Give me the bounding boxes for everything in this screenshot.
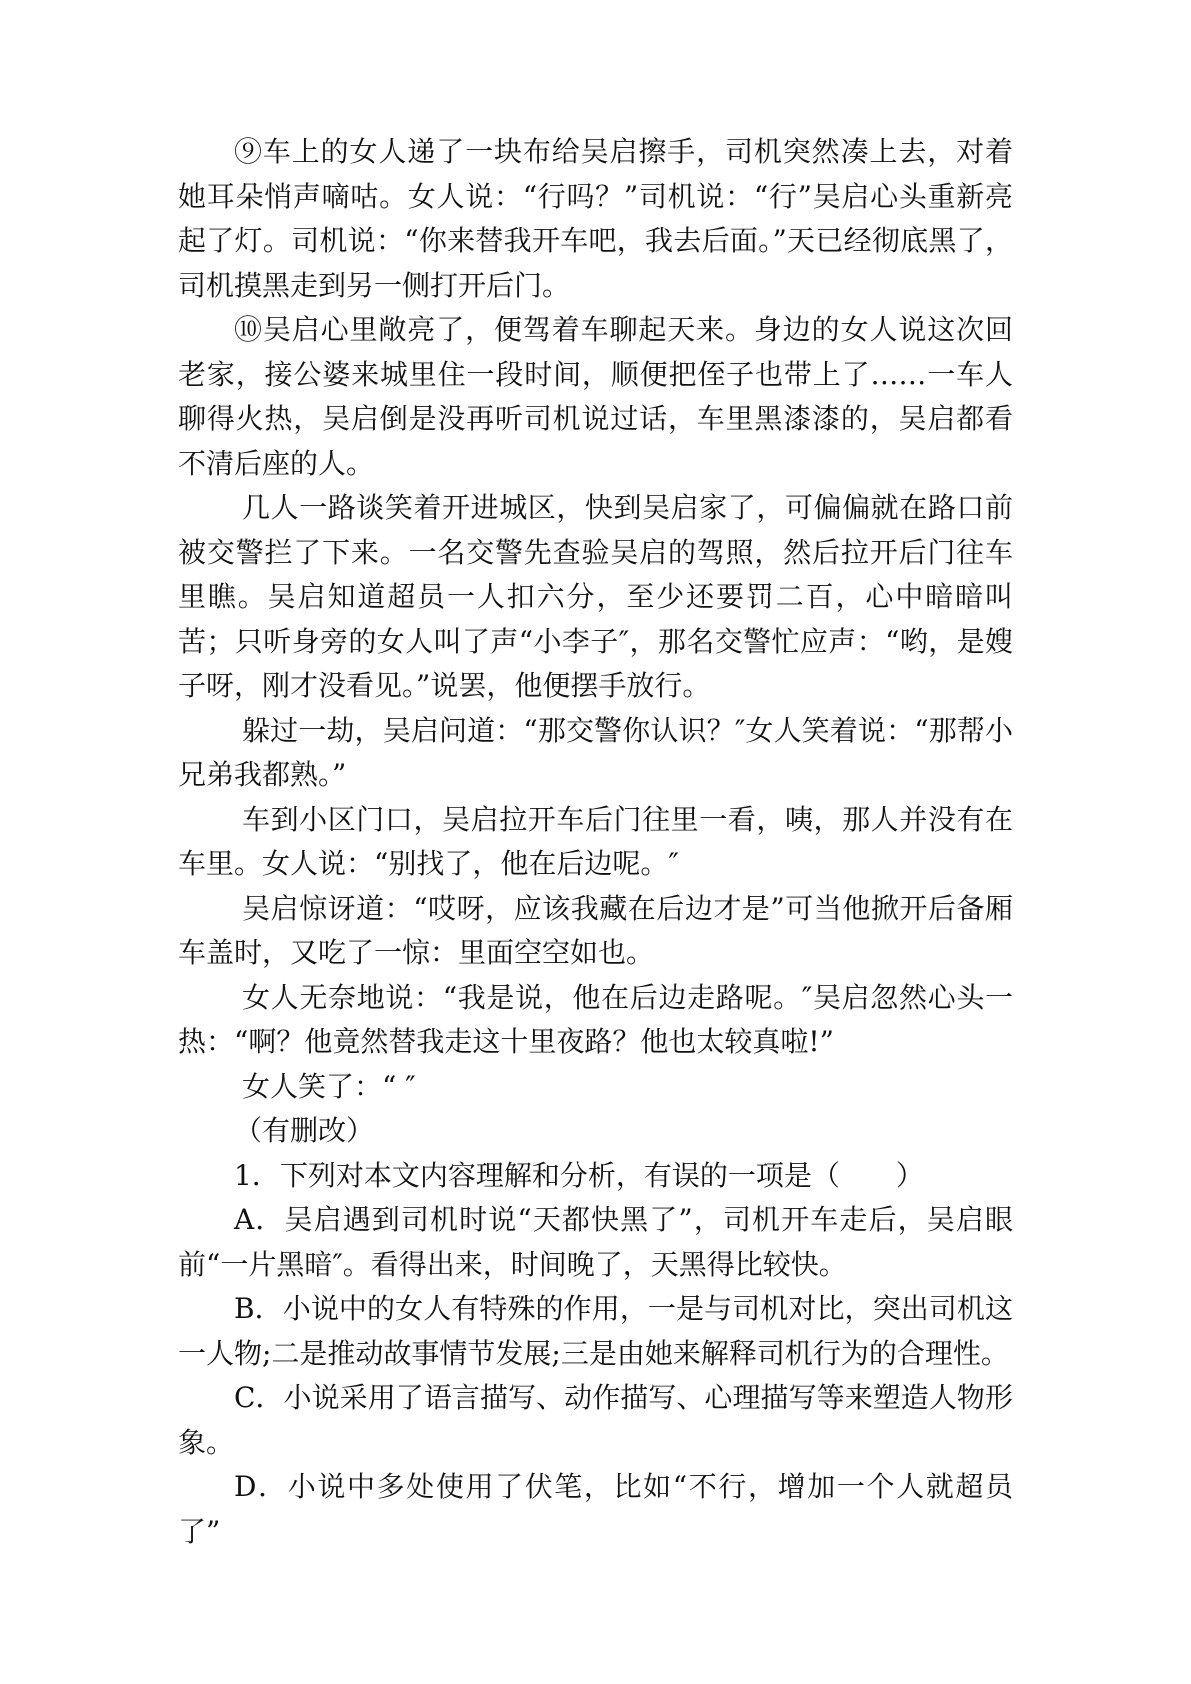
paragraph-walking: 女人无奈地说：“我是说，他在后边走路呢。″吴启忽然心头一热：“啊？他竟然替我走这十里夜路？他也太较真啦!” <box>178 980 1013 1058</box>
paragraph-traffic-police: 几人一路谈笑着开进城区，快到吴启家了，可偏偏就在路口前被交警拦了下来。一名交警先查验吴启的驾照，然后拉开后门往车里瞧。吴启知道超员一人扣六分，至少还要罚二百，心中暗暗叫苦；只听身旁的女人叫了声“小李子″，那名交警忙应声：“哟，是嫂子呀，刚才没看见。”说罢，他便摆手放行。 <box>178 491 1013 702</box>
paragraph-escape: 躲过一劫，吴启问道：“那交警你认识？″女人笑着说：“那帮小兄弟我都熟。” <box>178 713 1013 791</box>
paragraph-9: ⑨车上的女人递了一块布给吴启擦手，司机突然凑上去，对着她耳朵悄声嘀咕。女人说：“行吗？”司机说：“行”吴启心头重新亮起了灯。司机说：“你来替我开车吧，我去后面。”天已经彻底黑了，司机摸黑走到另一侧打开后门。 <box>178 135 1013 302</box>
option-a: A．吴启遇到司机时说“天都快黑了”，司机开车走后，吴启眼前“一片黑暗″。看得出来，时间晚了，天黑得比较快。 <box>178 1203 1013 1281</box>
question-1: 1．下列对本文内容理解和分析，有误的一项是（ ） <box>234 1158 924 1192</box>
option-b: B．小说中的女人有特殊的作用，一是与司机对比，突出司机这一人物;二是推动故事情节发展;三是由她来解释司机行为的合理性。 <box>178 1292 1013 1370</box>
option-c: C．小说采用了语言描写、动作描写、心理描写等来塑造人物形象。 <box>178 1381 1013 1459</box>
option-d: D．小说中多处使用了伏笔，比如“不行，增加一个人就超员了” <box>178 1470 1013 1548</box>
paragraph-trunk: 吴启惊讶道：“哎呀，应该我藏在后边才是”可当他掀开后备厢车盖时，又吃了一惊：里面空空如也。 <box>178 891 1013 969</box>
document-body <box>178 130 1013 1554</box>
paragraph-10: ⑩吴启心里敞亮了，便驾着车聊起天来。身边的女人说这次回老家，接公婆来城里住一段时间，顺便把侄子也带上了……一车人聊得火热，吴启倒是没再听司机说过话，车里黑漆漆的，吴启都看不清后座的人。 <box>178 313 1013 480</box>
source-note: （有删改） <box>234 1114 375 1147</box>
paragraph-arrival: 车到小区门口，吴启拉开车后门往里一看，咦，那人并没有在车里。女人说：“别找了，他在后边呢。″ <box>178 802 1013 880</box>
paragraph-ending: 女人笑了：“ ″ <box>242 1069 416 1103</box>
